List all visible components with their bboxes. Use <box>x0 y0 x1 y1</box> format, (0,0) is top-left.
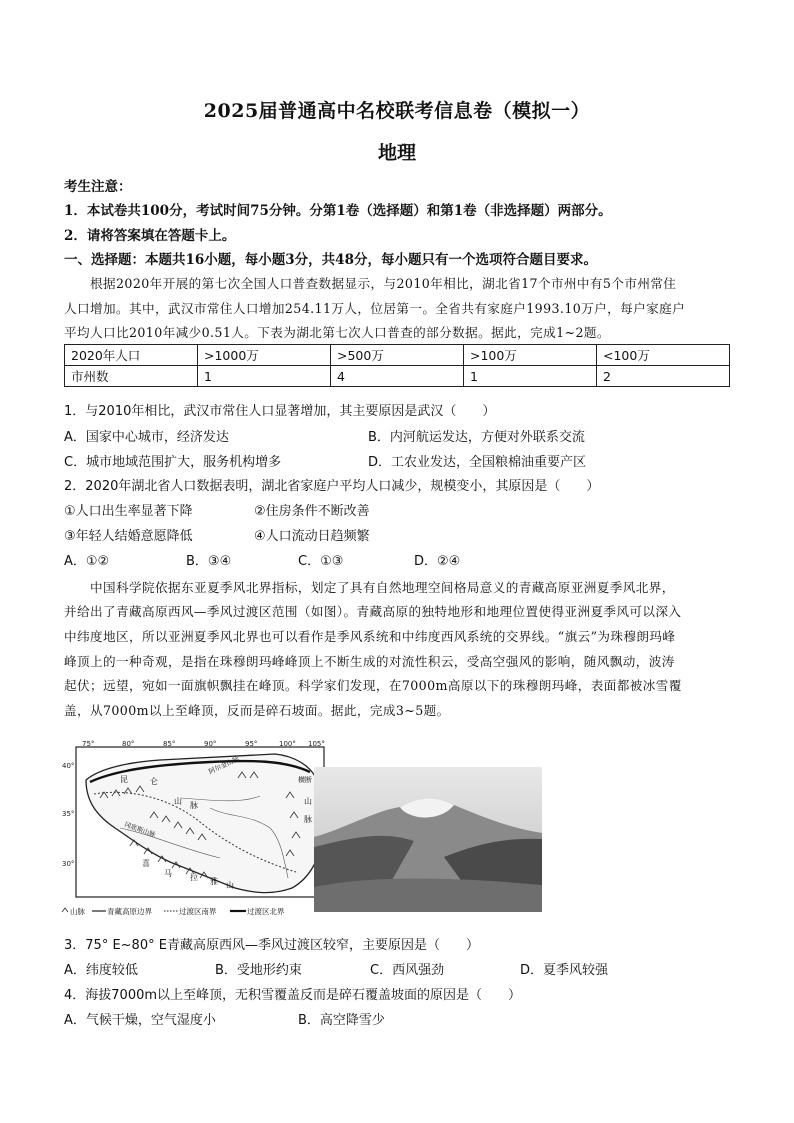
map-place-label: 脉 <box>304 815 312 824</box>
passage1-line: 人口增加。其中，武汉市常住人口增加254.11万人，位居第一。全省共有家庭户1993.10万户，每户家庭户 <box>64 301 686 316</box>
lon-label: 90° <box>204 740 217 748</box>
table-cell: 2020年人口 <box>65 345 198 366</box>
map-place-label: 马 <box>164 869 172 878</box>
lat-label: 35° <box>62 810 75 818</box>
q1-option-d: D．工农业发达，全国粮棉油重要产区 <box>368 455 587 470</box>
table-header-row <box>65 345 730 366</box>
passage1-line: 根据2020年开展的第七次全国人口普查数据显示，与2010年相比，湖北省17个市州中有5个市州常住 <box>90 276 677 291</box>
q4-option-a: A．气候干燥，空气湿度小 <box>64 1013 216 1028</box>
q2-statement-4: ④人口流动日趋频繁 <box>254 529 370 544</box>
q2-statement-1: ①人口出生率显著下降 <box>64 504 193 519</box>
q3-option-b: B．受地形约束 <box>215 963 302 978</box>
table-cell: >500万 <box>331 345 464 366</box>
map-place-label: 拉 <box>190 873 198 882</box>
passage2-line: 中国科学院依据东亚夏季风北界指标，划定了具有自然地理空间格局意义的青藏高原亚洲夏季风北界， <box>90 580 675 595</box>
lon-label: 75° <box>82 740 95 748</box>
notice-item-2: 2．请将答案填在答题卡上。 <box>64 228 236 244</box>
map-place-label: 山 <box>226 881 234 890</box>
q3-option-c: C．西风强劲 <box>370 963 445 978</box>
q1-option-a: A．国家中心城市，经济发达 <box>64 430 229 445</box>
q2-option-d: D．②④ <box>414 554 461 569</box>
q4-option-b: B．高空降雪少 <box>298 1013 385 1028</box>
legend-label: 过渡区北界 <box>247 907 285 916</box>
map-place-label: 阿尔金山脉 <box>207 754 241 776</box>
passage2-line: 中纬度地区，所以亚洲夏季风北界也可以看作是季风系统和中纬度西风系统的交界线。“旗云”为珠穆朗玛峰 <box>64 629 676 644</box>
notice-item-1: 1．本试卷共100分，考试时间75分钟。分第1卷（选择题）和第1卷（非选择题）两部分。 <box>64 203 612 219</box>
passage1-line: 平均人口比2010年减少0.51人。下表为湖北第七次人口普查的部分数据。据此，完成1~2题。 <box>64 325 610 340</box>
q2-statement-3: ③年轻人结婚意愿降低 <box>64 529 193 544</box>
map-legend <box>62 906 285 916</box>
lon-label: 95° <box>245 740 258 748</box>
passage2-line: 盖，从7000m以上至峰顶，反而是碎石坡面。据此，完成3~5题。 <box>64 703 450 718</box>
lon-label: 105° <box>308 740 325 748</box>
q1-option-b: B．内河航运发达，方便对外联系交流 <box>368 430 585 445</box>
passage2-line: 起伏；远望，宛如一面旗帜飘挂在峰顶。科学家们发现，在7000m高原以下的珠穆朗玛峰，表面都被冰雪覆 <box>64 678 682 693</box>
map-place-label: 山 <box>304 797 312 806</box>
table-row <box>65 366 730 387</box>
tibetan-plateau-map <box>60 738 330 920</box>
map-place-label: 脉 <box>190 801 198 810</box>
lat-label: 40° <box>62 762 75 770</box>
q2-option-c: C．①③ <box>298 554 344 569</box>
question-4-stem: 4．海拔7000m以上至峰顶，无积雪覆盖反而是碎石覆盖坡面的原因是（ ） <box>64 988 522 1003</box>
map-place-label: 山 <box>174 797 182 806</box>
table-cell: 2 <box>597 366 730 387</box>
map-place-label: 仑 <box>150 777 158 786</box>
legend-label: 青藏高原边界 <box>107 907 152 916</box>
q3-option-a: A．纬度较低 <box>64 963 138 978</box>
q3-option-d: D．夏季风较强 <box>520 963 609 978</box>
page-title: 2025届普通高中名校联考信息卷（模拟一） <box>203 100 591 122</box>
lat-label: 30° <box>62 860 75 868</box>
table-cell: >1000万 <box>198 345 331 366</box>
map-place-label: 昆 <box>120 775 128 784</box>
lon-label: 100° <box>279 740 296 748</box>
section-heading: 一、选择题：本题共16小题，每小题3分，共48分，每小题只有一个选项符合题目要求。 <box>64 252 597 268</box>
question-1-stem: 1．与2010年相比，武汉市常住人口显著增加，其主要原因是武汉（ ） <box>64 404 496 419</box>
passage2-line: 并给出了青藏高原西风—季风过渡区范围（如图）。青藏高原的独特地形和地理位置使得亚洲夏季风可以深入 <box>64 604 682 619</box>
lon-label: 80° <box>122 740 135 748</box>
table-cell: <100万 <box>597 345 730 366</box>
map-place-label: 冈底斯山脉 <box>123 820 157 839</box>
population-table <box>64 344 730 387</box>
table-cell: >100万 <box>464 345 597 366</box>
table-cell: 市州数 <box>65 366 198 387</box>
map-place-label: 雅 <box>210 877 218 886</box>
table-cell: 4 <box>331 366 464 387</box>
question-2-stem: 2．2020年湖北省人口数据表明，湖北省家庭户平均人口减少，规模变小，其原因是（ ） <box>64 479 600 494</box>
passage2-line: 峰顶上的一种奇观，是指在珠穆朗玛峰峰顶上不断生成的对流性积云，受高空强风的影响，随风飘动，波涛 <box>64 654 675 669</box>
notice-heading: 考生注意： <box>64 179 132 195</box>
subject-title: 地理 <box>377 142 416 164</box>
map-place-label: 喜 <box>142 859 150 868</box>
q2-option-a: A．①② <box>64 554 110 569</box>
table-cell: 1 <box>198 366 331 387</box>
everest-photo <box>314 767 542 912</box>
table-cell: 1 <box>464 366 597 387</box>
legend-label: 过渡区南界 <box>179 907 217 916</box>
q1-option-c: C．城市地域范围扩大，服务机构增多 <box>64 455 282 470</box>
q2-option-b: B．③④ <box>186 554 232 569</box>
question-3-stem: 3．75° E~80° E青藏高原西风—季风过渡区较窄，主要原因是（ ） <box>64 938 479 953</box>
q2-statement-2: ②住房条件不断改善 <box>254 504 370 519</box>
map-place-label: 横断 <box>298 776 312 784</box>
lon-label: 85° <box>163 740 176 748</box>
legend-label: 山脉 <box>70 907 85 916</box>
